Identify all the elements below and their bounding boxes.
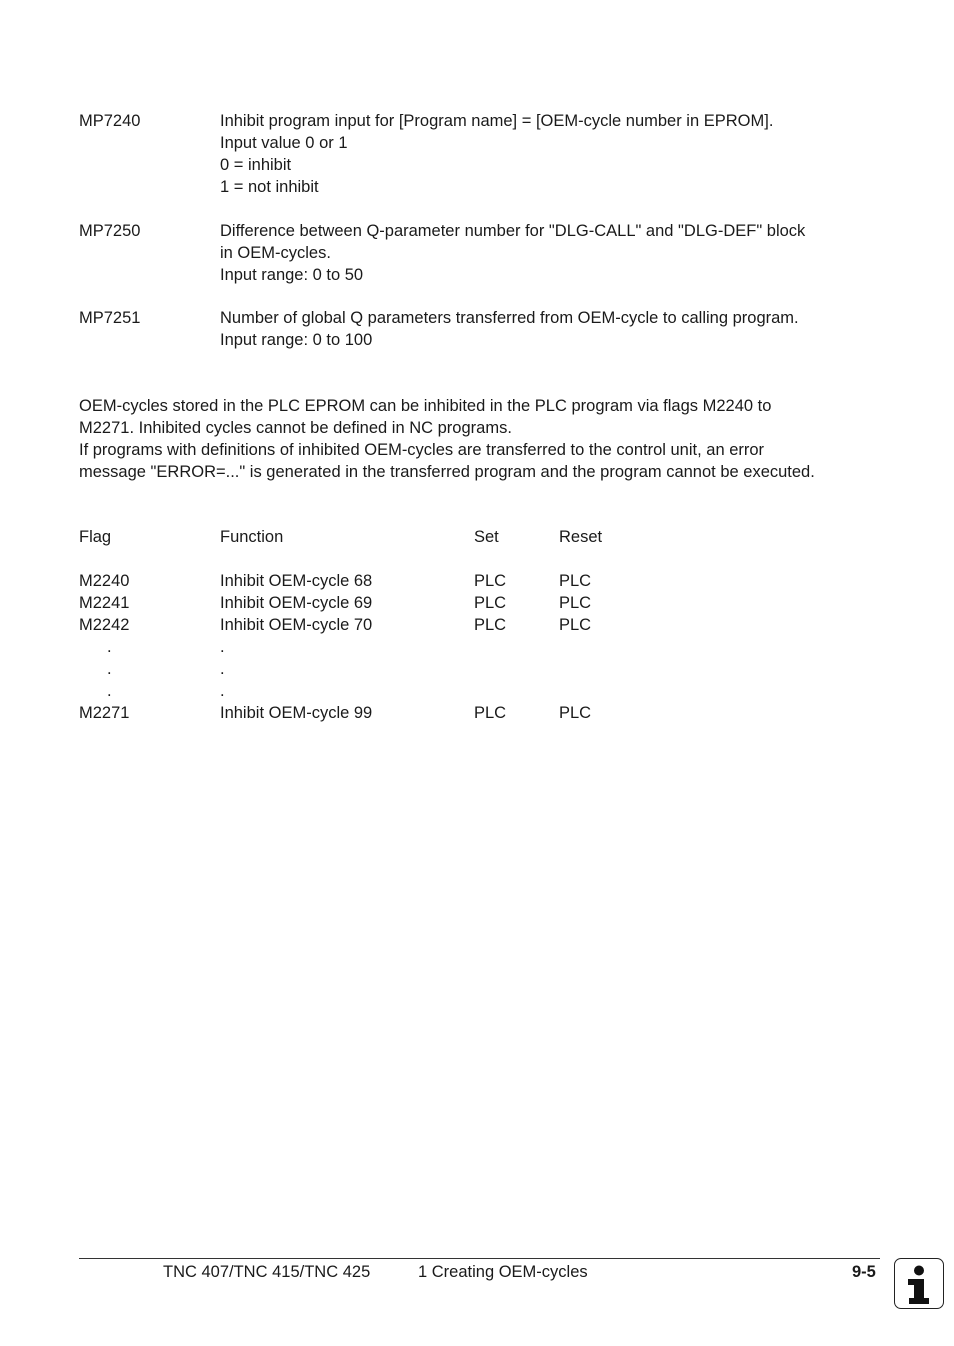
cell-reset: PLC — [559, 594, 592, 612]
page-number: 9-5 — [852, 1263, 876, 1281]
mp-label-7250: MP7250 — [79, 222, 141, 240]
mp-line: Input range: 0 to 100 — [220, 331, 373, 349]
info-icon — [894, 1258, 944, 1309]
ellipsis-dot: . — [220, 638, 225, 656]
cell-reset: PLC — [559, 704, 592, 722]
ellipsis-dot: . — [107, 660, 112, 678]
cell-flag: M2240 — [79, 572, 130, 590]
footer-product: TNC 407/TNC 415/TNC 425 — [163, 1263, 371, 1281]
cell-flag: M2242 — [79, 616, 130, 634]
ellipsis-dot: . — [107, 638, 112, 656]
footer-chapter: 1 Creating OEM-cycles — [418, 1263, 588, 1281]
mp-label-7251: MP7251 — [79, 309, 141, 327]
cell-set: PLC — [474, 616, 507, 634]
info-icon-glyph — [895, 1259, 945, 1310]
paragraph-line: M2271. Inhibited cycles cannot be defined in NC programs. — [79, 419, 512, 437]
mp-line: Inhibit program input for [Program name] = [OEM-cycle number in EPROM]. — [220, 112, 774, 130]
paragraph-line: OEM-cycles stored in the PLC EPROM can be inhibited in the PLC program via flags M2240 to — [79, 397, 772, 415]
mp-line: 0 = inhibit — [220, 156, 292, 174]
mp-line: Number of global Q parameters transferred from OEM-cycle to calling program. — [220, 309, 799, 327]
header-set: Set — [474, 528, 499, 546]
cell-function: Inhibit OEM-cycle 68 — [220, 572, 373, 590]
mp-description-7251 — [220, 307, 799, 351]
mp-line: Input range: 0 to 50 — [220, 266, 364, 284]
mp-line: in OEM-cycles. — [220, 244, 331, 262]
body-paragraph — [79, 395, 815, 483]
mp-line: Input value 0 or 1 — [220, 134, 348, 152]
cell-flag: M2241 — [79, 594, 130, 612]
cell-function: Inhibit OEM-cycle 70 — [220, 616, 373, 634]
paragraph-line: If programs with definitions of inhibited OEM-cycles are transferred to the control unit, an error — [79, 441, 765, 459]
header-function: Function — [220, 528, 284, 546]
mp-line: 1 = not inhibit — [220, 178, 319, 196]
mp-line: Difference between Q-parameter number for "DLG-CALL" and "DLG-DEF" block — [220, 222, 806, 240]
cell-set: PLC — [474, 594, 507, 612]
cell-reset: PLC — [559, 572, 592, 590]
mp-description-7250 — [220, 220, 805, 286]
cell-reset: PLC — [559, 616, 592, 634]
header-flag: Flag — [79, 528, 112, 546]
footer-rule — [79, 1258, 880, 1259]
ellipsis-dot: . — [220, 682, 225, 700]
header-reset: Reset — [559, 528, 603, 546]
cell-set: PLC — [474, 704, 507, 722]
ellipsis-dot: . — [107, 682, 112, 700]
cell-set: PLC — [474, 572, 507, 590]
cell-function: Inhibit OEM-cycle 69 — [220, 594, 373, 612]
mp-label-7240: MP7240 — [79, 112, 141, 130]
cell-flag: M2271 — [79, 704, 130, 722]
ellipsis-dot: . — [220, 660, 225, 678]
paragraph-line: message "ERROR=..." is generated in the transferred program and the program cannot be executed. — [79, 463, 815, 481]
mp-description-7240 — [220, 110, 773, 198]
cell-function: Inhibit OEM-cycle 99 — [220, 704, 373, 722]
